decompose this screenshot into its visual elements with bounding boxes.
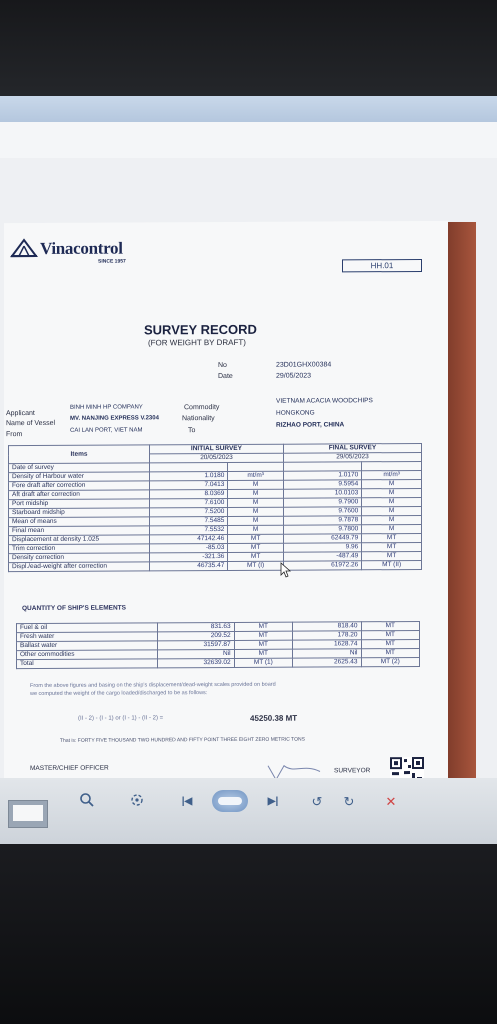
no-value: 23D01GHX00384 bbox=[276, 361, 332, 369]
survey-final-unit: M bbox=[362, 524, 422, 533]
quantity-initial-unit: MT bbox=[234, 649, 292, 658]
survey-initial-unit: M bbox=[228, 507, 284, 516]
survey-item: Starboard midship bbox=[9, 508, 150, 518]
quantity-final-unit: MT bbox=[361, 639, 419, 648]
photo-viewer-canvas bbox=[0, 158, 497, 778]
survey-item: Displacement at density 1.025 bbox=[9, 535, 150, 545]
quantity-final-value: 178.20 bbox=[293, 631, 361, 640]
survey-final-value: -487.49 bbox=[283, 552, 361, 561]
survey-final-value: 61972.26 bbox=[283, 561, 361, 570]
survey-item: Density correction bbox=[9, 553, 150, 563]
quantity-final-unit: MT (2) bbox=[361, 657, 419, 666]
survey-initial-unit: M bbox=[228, 525, 284, 534]
survey-table bbox=[8, 443, 422, 572]
survey-final-unit: M bbox=[362, 479, 422, 488]
delete-button[interactable]: ✕ bbox=[385, 794, 397, 809]
survey-initial-unit: mt/m³ bbox=[228, 471, 284, 480]
zoom-button[interactable] bbox=[76, 792, 98, 812]
thumbnail-image bbox=[13, 805, 43, 821]
survey-row bbox=[9, 560, 422, 571]
no-label: No bbox=[218, 361, 227, 370]
survey-item: Port midship bbox=[9, 499, 150, 509]
survey-item: Final mean bbox=[9, 526, 150, 536]
quantity-initial-value: Nil bbox=[158, 649, 235, 658]
date-label: Date bbox=[218, 372, 233, 381]
survey-initial-value: -85.03 bbox=[150, 543, 228, 552]
quantity-final-unit: MT bbox=[361, 648, 419, 657]
quantity-item: Fresh water bbox=[17, 632, 158, 642]
quantity-item: Ballast water bbox=[17, 641, 158, 651]
survey-final-unit: MT (II) bbox=[362, 560, 422, 569]
survey-initial-unit: MT (I) bbox=[228, 561, 284, 570]
commodity-value: VIETNAM ACACIA WOODCHIPS bbox=[276, 397, 373, 405]
survey-initial-unit: M bbox=[228, 516, 284, 525]
survey-initial-value: 7.6100 bbox=[150, 498, 228, 507]
quantity-final-value: 2625.43 bbox=[293, 658, 361, 667]
survey-initial-value: 7.5532 bbox=[150, 525, 228, 534]
survey-initial-unit: MT bbox=[228, 543, 284, 552]
survey-item: Date of survey bbox=[9, 463, 150, 473]
survey-initial-unit: MT bbox=[228, 552, 284, 561]
monitor-screen bbox=[0, 96, 497, 844]
cargo-weight-result: 45250.38 MT bbox=[250, 713, 298, 723]
quantity-initial-unit: MT bbox=[234, 631, 292, 640]
window-menubar bbox=[0, 122, 497, 159]
company-since: SINCE 1957 bbox=[98, 258, 126, 265]
survey-initial-value: 8.0369 bbox=[150, 489, 228, 498]
quantity-final-value: 1628.74 bbox=[293, 640, 361, 649]
initial-survey-date: 20/05/2023 bbox=[150, 453, 284, 463]
survey-final-unit bbox=[362, 461, 422, 470]
initial-survey-header: INITIAL SURVEY bbox=[150, 444, 284, 454]
survey-initial-unit: M bbox=[228, 480, 284, 489]
quantity-final-unit: MT bbox=[361, 630, 419, 639]
quantity-table bbox=[16, 621, 420, 669]
final-survey-date: 29/05/2023 bbox=[283, 452, 421, 462]
computation-note-line2: we computed the weight of the cargo loaded/discharged to be as follows: bbox=[30, 690, 208, 698]
applicant-label: Applicant bbox=[6, 410, 35, 418]
quantity-final-unit: MT bbox=[361, 621, 419, 630]
final-survey-header: FINAL SURVEY bbox=[283, 443, 421, 453]
thumbnail-preview[interactable] bbox=[8, 800, 48, 828]
quantity-initial-unit: MT bbox=[234, 640, 292, 649]
from-value: CAI LAN PORT, VIET NAM bbox=[70, 427, 143, 434]
window-titlebar[interactable] bbox=[0, 96, 497, 122]
to-label: To bbox=[188, 427, 196, 435]
survey-initial-unit: MT bbox=[228, 534, 284, 543]
computation-note-line1: From the above figures and basing on the ship's displacement/dead-weight scales provided on board bbox=[30, 681, 276, 690]
survey-item: Trim correction bbox=[9, 544, 150, 554]
quantity-initial-value: 209.52 bbox=[158, 631, 235, 640]
survey-initial-value: 47142.46 bbox=[150, 534, 228, 543]
computation-formula: (II - 2) - (I - 1) or (I - 1) - (II - 2) = bbox=[78, 715, 164, 722]
cargo-weight-words bbox=[60, 737, 305, 744]
survey-final-value: 9.96 bbox=[283, 543, 361, 552]
survey-final-unit: MT bbox=[362, 551, 422, 560]
quantity-final-value: 818.40 bbox=[293, 622, 361, 631]
survey-final-unit: MT bbox=[362, 533, 422, 542]
monitor-bezel-top bbox=[0, 0, 497, 96]
survey-final-value: 62449.79 bbox=[283, 534, 361, 543]
survey-item: Fore draft after correction bbox=[9, 481, 150, 491]
surveyor-label: SURVEYOR bbox=[334, 767, 371, 775]
survey-initial-value: 7.5485 bbox=[150, 516, 228, 525]
survey-initial-value: 1.0180 bbox=[150, 471, 228, 480]
words-prefix: That is: bbox=[60, 737, 77, 744]
nationality-label: Nationality bbox=[182, 415, 215, 423]
quantity-section-title: QUANTITY OF SHIP'S ELEMENTS bbox=[22, 604, 126, 613]
vinacontrol-logo-icon bbox=[10, 238, 38, 258]
survey-final-value: 10.0103 bbox=[283, 489, 361, 498]
from-label: From bbox=[6, 431, 23, 439]
zoom-icon bbox=[79, 792, 95, 808]
survey-final-value: 9.7900 bbox=[283, 498, 361, 507]
survey-initial-value: -321.36 bbox=[150, 552, 228, 561]
commodity-label: Commodity bbox=[184, 404, 220, 412]
rotate-icon bbox=[129, 792, 145, 808]
survey-item: Density of Harbour water bbox=[9, 472, 150, 482]
quantity-item: Total bbox=[17, 659, 158, 669]
quantity-item: Fuel & oil bbox=[17, 623, 158, 633]
survey-initial-unit: M bbox=[228, 489, 284, 498]
quantity-item: Other commodities bbox=[17, 650, 158, 660]
survey-initial-unit bbox=[228, 462, 284, 471]
survey-final-value: 1.0170 bbox=[283, 471, 361, 480]
quantity-row bbox=[17, 657, 420, 668]
survey-item: Aft draft after correction bbox=[9, 490, 150, 500]
slideshow-button[interactable] bbox=[212, 790, 248, 812]
items-header: Items bbox=[9, 445, 150, 464]
viewer-toolbar bbox=[0, 778, 497, 844]
survey-initial-value: 7.5200 bbox=[150, 507, 228, 516]
quantity-initial-unit: MT (1) bbox=[234, 658, 292, 667]
quantity-initial-value: 31597.87 bbox=[158, 640, 235, 649]
quantity-initial-value: 831.63 bbox=[158, 622, 235, 631]
survey-document bbox=[4, 221, 448, 843]
survey-final-value: 9.7800 bbox=[283, 525, 361, 534]
survey-final-unit: M bbox=[362, 488, 422, 497]
previous-button[interactable]: |◀ bbox=[181, 796, 193, 807]
survey-item: Mean of means bbox=[9, 517, 150, 527]
quantity-initial-value: 32639.02 bbox=[158, 658, 235, 667]
survey-initial-unit: M bbox=[228, 498, 284, 507]
slideshow-icon bbox=[218, 797, 242, 805]
document-subtitle: (FOR WEIGHT BY DRAFT) bbox=[148, 337, 246, 348]
nationality-value: HONGKONG bbox=[276, 409, 315, 417]
survey-final-unit: M bbox=[362, 506, 422, 515]
survey-final-value bbox=[283, 462, 361, 471]
rotate-left-button[interactable]: ↺ bbox=[311, 794, 323, 809]
survey-final-unit: mt/m³ bbox=[362, 470, 422, 479]
survey-final-unit: M bbox=[362, 515, 422, 524]
quantity-final-value: Nil bbox=[293, 649, 361, 658]
survey-initial-value: 7.0413 bbox=[150, 480, 228, 489]
date-value: 29/05/2023 bbox=[276, 372, 312, 380]
rotate-right-button[interactable]: ↻ bbox=[343, 794, 355, 809]
applicant-value: BINH MINH HP COMPANY bbox=[70, 404, 143, 411]
vessel-label: Name of Vessel bbox=[6, 419, 56, 428]
rotate-view-button[interactable] bbox=[126, 792, 148, 812]
master-officer-label: MASTER/CHIEF OFFICER bbox=[30, 764, 109, 773]
mouse-cursor-icon bbox=[280, 562, 292, 578]
words-value: FORTY FIVE THOUSAND TWO HUNDRED AND FIFTY POINT THREE EIGHT ZERO METRIC TONS bbox=[77, 736, 305, 744]
survey-item: Displ./ead-weight after correction bbox=[9, 562, 150, 572]
survey-final-unit: M bbox=[362, 497, 422, 506]
next-button[interactable]: ▶| bbox=[267, 796, 279, 807]
monitor-bezel-bottom bbox=[0, 844, 497, 1024]
survey-initial-value bbox=[150, 462, 228, 471]
document-title: SURVEY RECORD bbox=[144, 321, 257, 338]
quantity-initial-unit: MT bbox=[234, 622, 292, 631]
vessel-value: MV. NANJING EXPRESS V.2304 bbox=[70, 415, 159, 422]
survey-final-value: 9.7878 bbox=[283, 516, 361, 525]
survey-final-unit: MT bbox=[362, 542, 422, 551]
company-logo-text: Vinacontrol bbox=[40, 238, 123, 258]
to-value: RIZHAO PORT, CHINA bbox=[276, 421, 345, 429]
document-edge bbox=[446, 222, 476, 842]
form-code: HH.01 bbox=[342, 259, 422, 272]
survey-initial-value: 46735.47 bbox=[150, 561, 228, 570]
survey-final-value: 9.5954 bbox=[283, 480, 361, 489]
survey-final-value: 9.7600 bbox=[283, 507, 361, 516]
